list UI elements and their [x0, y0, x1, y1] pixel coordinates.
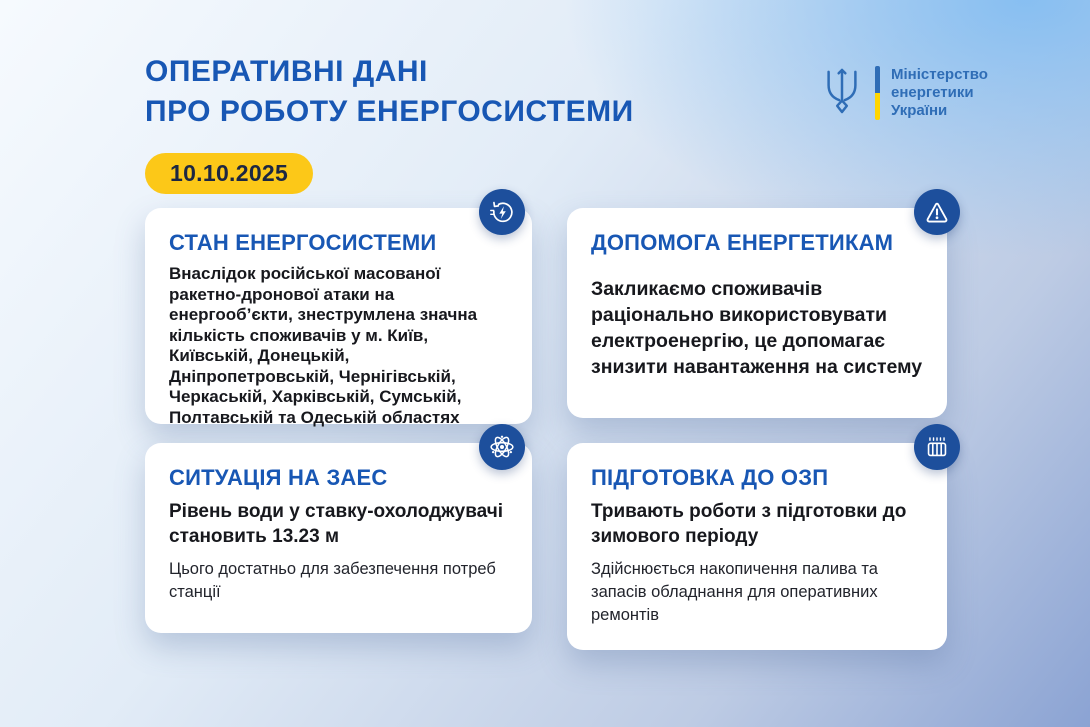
card-title: СТАН ЕНЕРГОСИСТЕМИ	[169, 230, 437, 255]
card-help-energy-workers	[567, 208, 947, 418]
logo-line3: України	[891, 102, 948, 119]
flag-divider-bar	[875, 66, 880, 120]
atom-icon	[479, 424, 525, 470]
card-title: ПІДГОТОВКА ДО ОЗП	[591, 465, 829, 490]
card-grid-status	[145, 208, 532, 427]
ministry-logo	[820, 66, 988, 120]
card-note-text: Цього достатньо для забезпечення потреб станції	[169, 560, 496, 601]
ukraine-trident-icon	[820, 67, 864, 120]
card-lead-text: Рівень води у ставку-охолоджувачі становить 13.23 м	[169, 501, 504, 547]
logo-line1: Міністерство	[891, 66, 988, 83]
card-lead-text: Внаслідок російської масованої ракетно-дронової атаки на енергооб’єкти, знеструмлена значна кількість споживачів у м. Київ, Київській, Донецькій, Дніпропетровській, Чернігівській, Черкаській, Харківській, Сумській, Полтавській та Одеській областях	[169, 264, 478, 427]
card-lead-text: Тривають роботи з підготовки до зимового періоду	[591, 501, 907, 547]
card-note-text: Здійснюється накопичення палива та запасів обладнання для оперативних ремонтів	[591, 560, 878, 624]
card-winter-preparation	[567, 443, 947, 650]
ministry-logo-text	[891, 66, 988, 120]
radiator-icon	[914, 424, 960, 470]
card-znpp-situation	[145, 443, 532, 633]
page-title	[145, 52, 634, 132]
card-lead-text: Закликаємо споживачів раціонально використовувати електроенергію, це допомагає знизити навантаження на систему	[591, 278, 923, 378]
page-title-line1: ОПЕРАТИВНІ ДАНІ	[145, 55, 428, 88]
page-title-line2: ПРО РОБОТУ ЕНЕРГОСИСТЕМИ	[145, 95, 634, 128]
power-restoration-icon	[479, 189, 525, 235]
logo-line2: енергетики	[891, 84, 974, 101]
warning-triangle-icon	[914, 189, 960, 235]
card-title: ДОПОМОГА ЕНЕРГЕТИКАМ	[591, 230, 894, 255]
card-title: СИТУАЦІЯ НА ЗАЕС	[169, 465, 388, 490]
date-badge: 10.10.2025	[145, 153, 313, 194]
